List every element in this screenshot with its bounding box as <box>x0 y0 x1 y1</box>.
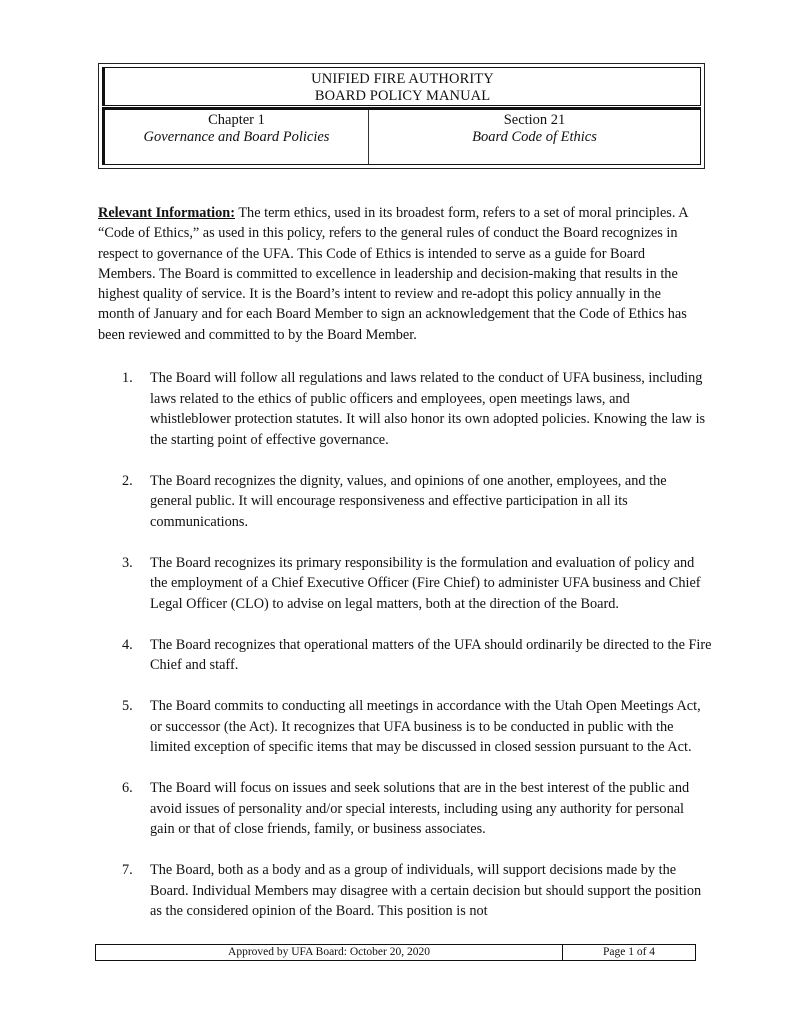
list-item <box>122 635 712 676</box>
item-number: 1. <box>122 370 133 386</box>
list-item <box>122 778 712 840</box>
chapter-label: Chapter 1 <box>208 112 265 128</box>
list-item <box>122 368 712 450</box>
item-text: The Board recognizes that operational matters of the UFA should ordinarily be directed to the Fire Chief and staff. <box>150 636 712 673</box>
list-item <box>122 696 712 758</box>
item-text: The Board will focus on issues and seek solutions that are in the best interest of the public and avoid issues of personality and/or special interests, including using any authority for personal gain or that of close friends, family, or business associates. <box>150 780 690 837</box>
item-number: 3. <box>122 554 133 571</box>
list-item <box>122 860 712 922</box>
section-label: Section 21 <box>503 112 566 128</box>
item-number: 6. <box>122 780 133 796</box>
page-number: Page 1 of 4 <box>602 946 656 958</box>
header-meta-row <box>102 110 701 165</box>
list-item <box>122 471 712 533</box>
list-item <box>122 553 712 615</box>
manual-name: BOARD POLICY MANUAL <box>314 88 491 104</box>
organization-name: UNIFIED FIRE AUTHORITY <box>311 71 494 87</box>
page-footer <box>95 944 696 961</box>
item-number: 7. <box>122 862 133 878</box>
intro-paragraph <box>98 203 698 345</box>
chapter-cell <box>105 110 369 164</box>
item-number: 2. <box>122 472 133 489</box>
ethics-list <box>122 368 712 942</box>
item-number: 4. <box>122 636 133 653</box>
chapter-title: Governance and Board Policies <box>143 129 330 145</box>
intro-text: The term ethics, used in its broadest form, refers to a set of moral principles. A “Code of Ethics,” as used in this policy, refers to the general rules of conduct the Board recognizes in respect to governance of the UFA. This Code of Ethics is intended to serve as a guide for Board Members. The Board is committed to excellence in leadership and decision-making that results in the highest quality of service. It is the Board’s intent to review and re-adopt this policy annually in the month of January and for each Board Member to sign an acknowledgement that the Code of Ethics has been reviewed and committed to by the Board Member. <box>98 205 688 343</box>
item-text: The Board commits to conducting all meetings in accordance with the Utah Open Meetings Act, or successor (the Act). It recognizes that UFA business is to be conducted in public with the limited exception of specific items that may be discussed in closed session pursuant to the Act. <box>150 698 701 755</box>
intro-lead: Relevant Information: <box>98 205 235 221</box>
policy-header <box>98 63 705 169</box>
section-title: Board Code of Ethics <box>472 129 597 145</box>
section-cell <box>369 110 700 164</box>
item-number: 5. <box>122 698 133 714</box>
item-text: The Board recognizes its primary responsibility is the formulation and evaluation of policy and the employment of a Chief Executive Officer (Fire Chief) to administer UFA business and Chief Legal Officer (CLO) to advise on legal matters, both at the direction of the Board. <box>150 554 701 612</box>
item-text: The Board will follow all regulations and laws related to the conduct of UFA business, including laws related to the ethics of public officers and employees, open meetings laws, and whistleblower protection statutes. It will also honor its own adopted policies. Knowing the law is the starting point of effective governance. <box>150 370 706 448</box>
item-text: The Board, both as a body and as a group of individuals, will support decisions made by the Board. Individual Members may disagree with a certain decision but should support the position as the considered opinion of the Board. This position is not <box>150 862 702 919</box>
item-text: The Board recognizes the dignity, values, and opinions of one another, employees, and the general public. It will encourage responsiveness and effective participation in all its communications. <box>150 472 667 530</box>
header-title <box>102 67 701 106</box>
approval-note: Approved by UFA Board: October 20, 2020 <box>96 945 563 960</box>
